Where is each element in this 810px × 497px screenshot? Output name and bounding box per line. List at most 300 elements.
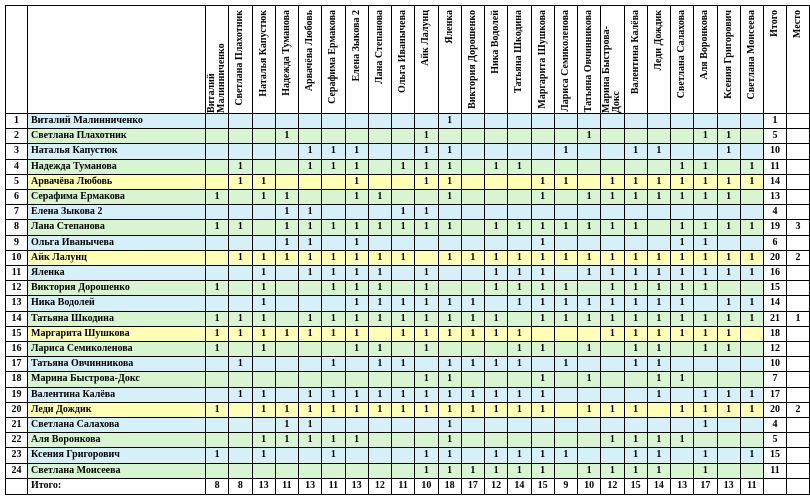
vote-cell[interactable]: 1	[415, 266, 438, 281]
vote-cell[interactable]	[229, 266, 252, 281]
vote-cell[interactable]: 1	[299, 205, 322, 220]
vote-cell[interactable]: 1	[601, 251, 624, 266]
vote-cell[interactable]	[253, 205, 276, 220]
vote-cell[interactable]: 1	[578, 251, 601, 266]
vote-cell[interactable]	[346, 205, 369, 220]
vote-cell[interactable]	[532, 327, 555, 342]
vote-cell[interactable]: 1	[369, 342, 392, 357]
vote-cell[interactable]	[299, 114, 322, 129]
vote-cell[interactable]: 1	[648, 296, 671, 311]
vote-cell[interactable]: 1	[601, 403, 624, 418]
vote-cell[interactable]	[485, 372, 508, 387]
vote-cell[interactable]: 1	[322, 403, 345, 418]
vote-cell[interactable]	[718, 357, 741, 372]
row-place[interactable]	[787, 205, 810, 220]
vote-cell[interactable]: 1	[625, 220, 648, 235]
vote-cell[interactable]	[322, 296, 345, 311]
vote-cell[interactable]: 1	[578, 372, 601, 387]
row-total[interactable]: 4	[764, 418, 787, 433]
vote-cell[interactable]: 1	[322, 144, 345, 159]
vote-cell[interactable]: 1	[532, 175, 555, 190]
vote-cell[interactable]: 1	[415, 403, 438, 418]
vote-cell[interactable]	[508, 312, 531, 327]
vote-cell[interactable]: 1	[578, 342, 601, 357]
column-header[interactable]	[485, 6, 508, 114]
vote-cell[interactable]: 1	[532, 266, 555, 281]
vote-cell[interactable]: 1	[671, 266, 694, 281]
vote-cell[interactable]: 1	[229, 175, 252, 190]
vote-cell[interactable]	[578, 281, 601, 296]
vote-cell[interactable]: 1	[415, 144, 438, 159]
vote-cell[interactable]: 1	[206, 342, 229, 357]
vote-cell[interactable]: 1	[625, 448, 648, 463]
vote-cell[interactable]	[276, 372, 299, 387]
vote-cell[interactable]: 1	[322, 388, 345, 403]
vote-cell[interactable]: 1	[671, 403, 694, 418]
vote-cell[interactable]	[578, 388, 601, 403]
vote-cell[interactable]	[601, 342, 624, 357]
vote-cell[interactable]	[555, 160, 578, 175]
column-header[interactable]	[648, 6, 671, 114]
vote-cell[interactable]	[369, 160, 392, 175]
vote-cell[interactable]	[718, 464, 741, 479]
vote-cell[interactable]	[253, 464, 276, 479]
row-name[interactable]: Валентина Калёва	[28, 388, 206, 403]
vote-cell[interactable]	[532, 433, 555, 448]
row-name[interactable]: Татьяна Овчинникова	[28, 357, 206, 372]
vote-cell[interactable]	[299, 281, 322, 296]
vote-cell[interactable]	[415, 251, 438, 266]
vote-cell[interactable]: 1	[392, 327, 415, 342]
vote-cell[interactable]	[671, 357, 694, 372]
row-place[interactable]	[787, 433, 810, 448]
vote-cell[interactable]	[369, 464, 392, 479]
vote-cell[interactable]: 1	[694, 236, 717, 251]
vote-cell[interactable]	[392, 114, 415, 129]
vote-cell[interactable]	[555, 327, 578, 342]
vote-cell[interactable]	[276, 144, 299, 159]
vote-cell[interactable]: 1	[578, 296, 601, 311]
vote-cell[interactable]: 1	[578, 220, 601, 235]
vote-cell[interactable]	[578, 175, 601, 190]
vote-cell[interactable]: 1	[532, 403, 555, 418]
vote-cell[interactable]: 1	[276, 403, 299, 418]
vote-cell[interactable]	[229, 114, 252, 129]
vote-cell[interactable]	[532, 205, 555, 220]
vote-cell[interactable]: 1	[625, 190, 648, 205]
vote-cell[interactable]: 1	[578, 312, 601, 327]
vote-cell[interactable]	[741, 464, 764, 479]
vote-cell[interactable]	[415, 418, 438, 433]
vote-cell[interactable]: 1	[485, 448, 508, 463]
vote-cell[interactable]: 1	[299, 251, 322, 266]
vote-cell[interactable]	[253, 418, 276, 433]
vote-cell[interactable]	[276, 114, 299, 129]
vote-cell[interactable]: 1	[648, 433, 671, 448]
row-name[interactable]: Наталья Капустюк	[28, 144, 206, 159]
row-name[interactable]: Яленка	[28, 266, 206, 281]
vote-cell[interactable]: 1	[601, 312, 624, 327]
vote-cell[interactable]: 1	[415, 220, 438, 235]
vote-cell[interactable]: 1	[601, 433, 624, 448]
vote-cell[interactable]	[508, 418, 531, 433]
row-name[interactable]: Маргарита Шушкова	[28, 327, 206, 342]
vote-cell[interactable]	[369, 448, 392, 463]
vote-cell[interactable]	[485, 114, 508, 129]
vote-cell[interactable]: 1	[532, 464, 555, 479]
column-header[interactable]	[229, 6, 252, 114]
vote-cell[interactable]	[625, 160, 648, 175]
vote-cell[interactable]: 1	[718, 388, 741, 403]
vote-cell[interactable]: 1	[532, 251, 555, 266]
vote-cell[interactable]: 1	[439, 312, 462, 327]
vote-cell[interactable]: 1	[485, 357, 508, 372]
vote-cell[interactable]	[462, 266, 485, 281]
vote-cell[interactable]	[532, 160, 555, 175]
vote-cell[interactable]	[229, 418, 252, 433]
vote-cell[interactable]: 1	[206, 220, 229, 235]
vote-cell[interactable]: 1	[439, 144, 462, 159]
vote-cell[interactable]	[253, 129, 276, 144]
vote-cell[interactable]	[718, 281, 741, 296]
vote-cell[interactable]	[555, 129, 578, 144]
vote-cell[interactable]: 1	[625, 327, 648, 342]
vote-cell[interactable]: 1	[253, 433, 276, 448]
vote-cell[interactable]: 1	[299, 312, 322, 327]
vote-cell[interactable]: 1	[741, 251, 764, 266]
vote-cell[interactable]	[694, 114, 717, 129]
vote-cell[interactable]: 1	[555, 175, 578, 190]
vote-cell[interactable]	[555, 403, 578, 418]
vote-cell[interactable]	[276, 464, 299, 479]
vote-cell[interactable]: 1	[625, 144, 648, 159]
vote-cell[interactable]: 1	[694, 266, 717, 281]
vote-cell[interactable]	[671, 418, 694, 433]
vote-cell[interactable]: 1	[648, 342, 671, 357]
vote-cell[interactable]	[322, 175, 345, 190]
vote-cell[interactable]: 1	[532, 372, 555, 387]
vote-cell[interactable]	[578, 205, 601, 220]
vote-cell[interactable]	[555, 418, 578, 433]
vote-cell[interactable]: 1	[439, 190, 462, 205]
vote-cell[interactable]	[276, 388, 299, 403]
vote-cell[interactable]	[206, 266, 229, 281]
vote-cell[interactable]	[346, 418, 369, 433]
row-total[interactable]: 4	[764, 205, 787, 220]
vote-cell[interactable]: 1	[276, 327, 299, 342]
vote-cell[interactable]	[671, 129, 694, 144]
vote-cell[interactable]: 1	[485, 388, 508, 403]
vote-cell[interactable]	[694, 296, 717, 311]
vote-cell[interactable]: 1	[206, 312, 229, 327]
row-total[interactable]: 11	[764, 160, 787, 175]
row-name[interactable]: Елена Зыкова 2	[28, 205, 206, 220]
vote-cell[interactable]: 1	[299, 403, 322, 418]
vote-cell[interactable]: 1	[439, 296, 462, 311]
vote-cell[interactable]	[229, 296, 252, 311]
vote-cell[interactable]	[741, 357, 764, 372]
vote-cell[interactable]: 1	[253, 175, 276, 190]
row-name[interactable]: Светлана Салахова	[28, 418, 206, 433]
vote-cell[interactable]	[392, 418, 415, 433]
vote-cell[interactable]	[229, 205, 252, 220]
vote-cell[interactable]	[578, 433, 601, 448]
vote-cell[interactable]: 1	[369, 403, 392, 418]
vote-cell[interactable]	[206, 114, 229, 129]
row-total[interactable]: 21	[764, 312, 787, 327]
vote-cell[interactable]: 1	[346, 433, 369, 448]
vote-cell[interactable]	[206, 464, 229, 479]
vote-cell[interactable]	[229, 236, 252, 251]
vote-cell[interactable]: 1	[694, 129, 717, 144]
vote-cell[interactable]	[601, 129, 624, 144]
vote-cell[interactable]: 1	[532, 281, 555, 296]
vote-cell[interactable]: 1	[346, 160, 369, 175]
vote-cell[interactable]	[648, 418, 671, 433]
vote-cell[interactable]: 1	[346, 296, 369, 311]
vote-cell[interactable]	[555, 266, 578, 281]
vote-cell[interactable]	[369, 327, 392, 342]
vote-cell[interactable]	[462, 418, 485, 433]
vote-cell[interactable]: 1	[415, 205, 438, 220]
vote-cell[interactable]: 1	[369, 357, 392, 372]
vote-cell[interactable]: 1	[439, 327, 462, 342]
vote-cell[interactable]	[369, 372, 392, 387]
vote-cell[interactable]: 1	[532, 448, 555, 463]
vote-cell[interactable]: 1	[671, 220, 694, 235]
vote-cell[interactable]	[648, 205, 671, 220]
vote-cell[interactable]: 1	[648, 372, 671, 387]
vote-cell[interactable]: 1	[229, 327, 252, 342]
vote-cell[interactable]: 1	[462, 357, 485, 372]
vote-cell[interactable]: 1	[415, 312, 438, 327]
vote-cell[interactable]	[415, 433, 438, 448]
vote-cell[interactable]: 1	[601, 327, 624, 342]
vote-cell[interactable]	[392, 342, 415, 357]
vote-cell[interactable]	[555, 190, 578, 205]
vote-cell[interactable]: 1	[578, 464, 601, 479]
vote-cell[interactable]: 1	[369, 296, 392, 311]
vote-cell[interactable]	[625, 418, 648, 433]
vote-cell[interactable]: 1	[299, 144, 322, 159]
vote-cell[interactable]: 1	[415, 129, 438, 144]
vote-cell[interactable]	[508, 144, 531, 159]
row-total[interactable]: 1	[764, 114, 787, 129]
vote-cell[interactable]: 1	[299, 388, 322, 403]
vote-cell[interactable]: 1	[671, 251, 694, 266]
vote-cell[interactable]: 1	[718, 251, 741, 266]
vote-cell[interactable]	[206, 357, 229, 372]
vote-cell[interactable]: 1	[485, 160, 508, 175]
row-total[interactable]: 10	[764, 144, 787, 159]
vote-cell[interactable]	[741, 129, 764, 144]
vote-cell[interactable]	[322, 114, 345, 129]
vote-cell[interactable]: 1	[439, 372, 462, 387]
vote-cell[interactable]	[415, 190, 438, 205]
vote-cell[interactable]: 1	[648, 144, 671, 159]
vote-cell[interactable]: 1	[346, 220, 369, 235]
vote-cell[interactable]	[555, 464, 578, 479]
vote-cell[interactable]	[532, 357, 555, 372]
vote-cell[interactable]: 1	[346, 312, 369, 327]
vote-cell[interactable]	[648, 236, 671, 251]
vote-cell[interactable]: 1	[508, 357, 531, 372]
vote-cell[interactable]	[532, 418, 555, 433]
vote-cell[interactable]	[229, 190, 252, 205]
vote-cell[interactable]	[462, 144, 485, 159]
vote-cell[interactable]	[625, 114, 648, 129]
row-name[interactable]: Виталий Малинниченко	[28, 114, 206, 129]
vote-cell[interactable]: 1	[299, 327, 322, 342]
vote-cell[interactable]: 1	[322, 448, 345, 463]
vote-cell[interactable]: 1	[508, 251, 531, 266]
row-name[interactable]: Аля Воронкова	[28, 433, 206, 448]
vote-cell[interactable]: 1	[648, 190, 671, 205]
vote-cell[interactable]	[299, 129, 322, 144]
vote-cell[interactable]: 1	[276, 205, 299, 220]
row-total[interactable]: 18	[764, 327, 787, 342]
vote-cell[interactable]	[299, 448, 322, 463]
row-total[interactable]: 11	[764, 464, 787, 479]
vote-cell[interactable]: 1	[322, 433, 345, 448]
vote-cell[interactable]: 1	[439, 160, 462, 175]
vote-cell[interactable]	[206, 144, 229, 159]
column-header[interactable]	[206, 6, 229, 114]
column-header[interactable]	[462, 6, 485, 114]
vote-cell[interactable]: 1	[508, 448, 531, 463]
vote-cell[interactable]: 1	[276, 433, 299, 448]
vote-cell[interactable]	[508, 175, 531, 190]
vote-cell[interactable]: 1	[322, 281, 345, 296]
vote-cell[interactable]	[229, 448, 252, 463]
vote-cell[interactable]	[625, 129, 648, 144]
vote-cell[interactable]: 1	[625, 175, 648, 190]
column-header[interactable]	[299, 6, 322, 114]
vote-cell[interactable]	[671, 144, 694, 159]
vote-cell[interactable]	[439, 129, 462, 144]
row-place[interactable]	[787, 448, 810, 463]
vote-cell[interactable]	[462, 236, 485, 251]
vote-cell[interactable]	[229, 129, 252, 144]
column-header[interactable]	[532, 6, 555, 114]
vote-cell[interactable]: 1	[718, 266, 741, 281]
vote-cell[interactable]	[346, 464, 369, 479]
vote-cell[interactable]	[206, 388, 229, 403]
vote-cell[interactable]: 1	[206, 327, 229, 342]
vote-cell[interactable]	[485, 144, 508, 159]
vote-cell[interactable]: 1	[485, 312, 508, 327]
vote-cell[interactable]: 1	[229, 312, 252, 327]
vote-cell[interactable]: 1	[462, 296, 485, 311]
vote-cell[interactable]: 1	[439, 433, 462, 448]
row-place[interactable]: 2	[787, 251, 810, 266]
row-name[interactable]: Айк Лалунц	[28, 251, 206, 266]
vote-cell[interactable]: 1	[508, 160, 531, 175]
vote-cell[interactable]	[485, 433, 508, 448]
vote-cell[interactable]	[601, 144, 624, 159]
vote-cell[interactable]	[485, 205, 508, 220]
row-total[interactable]: 13	[764, 190, 787, 205]
vote-cell[interactable]: 1	[648, 281, 671, 296]
vote-cell[interactable]: 1	[346, 144, 369, 159]
vote-cell[interactable]	[392, 129, 415, 144]
vote-cell[interactable]: 1	[532, 312, 555, 327]
vote-cell[interactable]: 1	[253, 281, 276, 296]
column-header[interactable]	[555, 6, 578, 114]
vote-cell[interactable]: 1	[601, 296, 624, 311]
vote-cell[interactable]: 1	[276, 190, 299, 205]
vote-cell[interactable]	[439, 281, 462, 296]
vote-cell[interactable]	[229, 144, 252, 159]
vote-cell[interactable]	[253, 114, 276, 129]
vote-cell[interactable]	[346, 448, 369, 463]
vote-cell[interactable]: 1	[392, 403, 415, 418]
column-header[interactable]	[601, 6, 624, 114]
vote-cell[interactable]: 1	[555, 296, 578, 311]
vote-cell[interactable]: 1	[276, 251, 299, 266]
vote-cell[interactable]: 1	[206, 403, 229, 418]
vote-cell[interactable]	[299, 464, 322, 479]
vote-cell[interactable]	[229, 372, 252, 387]
vote-cell[interactable]	[462, 220, 485, 235]
vote-cell[interactable]	[392, 144, 415, 159]
vote-cell[interactable]	[369, 129, 392, 144]
vote-cell[interactable]: 1	[741, 266, 764, 281]
vote-cell[interactable]: 1	[229, 388, 252, 403]
vote-cell[interactable]	[648, 220, 671, 235]
vote-cell[interactable]: 1	[346, 281, 369, 296]
vote-cell[interactable]: 1	[555, 357, 578, 372]
vote-cell[interactable]: 1	[253, 403, 276, 418]
vote-cell[interactable]: 1	[601, 281, 624, 296]
row-place[interactable]	[787, 190, 810, 205]
vote-cell[interactable]: 1	[369, 266, 392, 281]
vote-cell[interactable]: 1	[415, 388, 438, 403]
vote-cell[interactable]	[392, 448, 415, 463]
vote-cell[interactable]	[508, 205, 531, 220]
vote-cell[interactable]	[322, 190, 345, 205]
column-header[interactable]	[578, 6, 601, 114]
vote-cell[interactable]	[485, 236, 508, 251]
vote-cell[interactable]: 1	[648, 312, 671, 327]
vote-cell[interactable]	[276, 175, 299, 190]
column-header[interactable]	[741, 6, 764, 114]
row-total[interactable]: 7	[764, 372, 787, 387]
vote-cell[interactable]: 1	[625, 312, 648, 327]
vote-cell[interactable]: 1	[229, 160, 252, 175]
vote-cell[interactable]	[462, 281, 485, 296]
vote-cell[interactable]	[439, 266, 462, 281]
vote-cell[interactable]	[206, 296, 229, 311]
vote-cell[interactable]: 1	[532, 388, 555, 403]
vote-cell[interactable]	[741, 190, 764, 205]
vote-cell[interactable]: 1	[694, 251, 717, 266]
vote-cell[interactable]	[462, 342, 485, 357]
vote-cell[interactable]: 1	[671, 236, 694, 251]
vote-cell[interactable]	[322, 342, 345, 357]
vote-cell[interactable]: 1	[601, 175, 624, 190]
vote-cell[interactable]: 1	[229, 220, 252, 235]
vote-cell[interactable]: 1	[439, 251, 462, 266]
vote-cell[interactable]	[694, 357, 717, 372]
vote-cell[interactable]: 1	[415, 464, 438, 479]
vote-cell[interactable]	[508, 372, 531, 387]
vote-cell[interactable]	[555, 114, 578, 129]
vote-cell[interactable]: 1	[369, 388, 392, 403]
vote-cell[interactable]: 1	[206, 448, 229, 463]
vote-cell[interactable]	[741, 114, 764, 129]
vote-cell[interactable]: 1	[555, 448, 578, 463]
